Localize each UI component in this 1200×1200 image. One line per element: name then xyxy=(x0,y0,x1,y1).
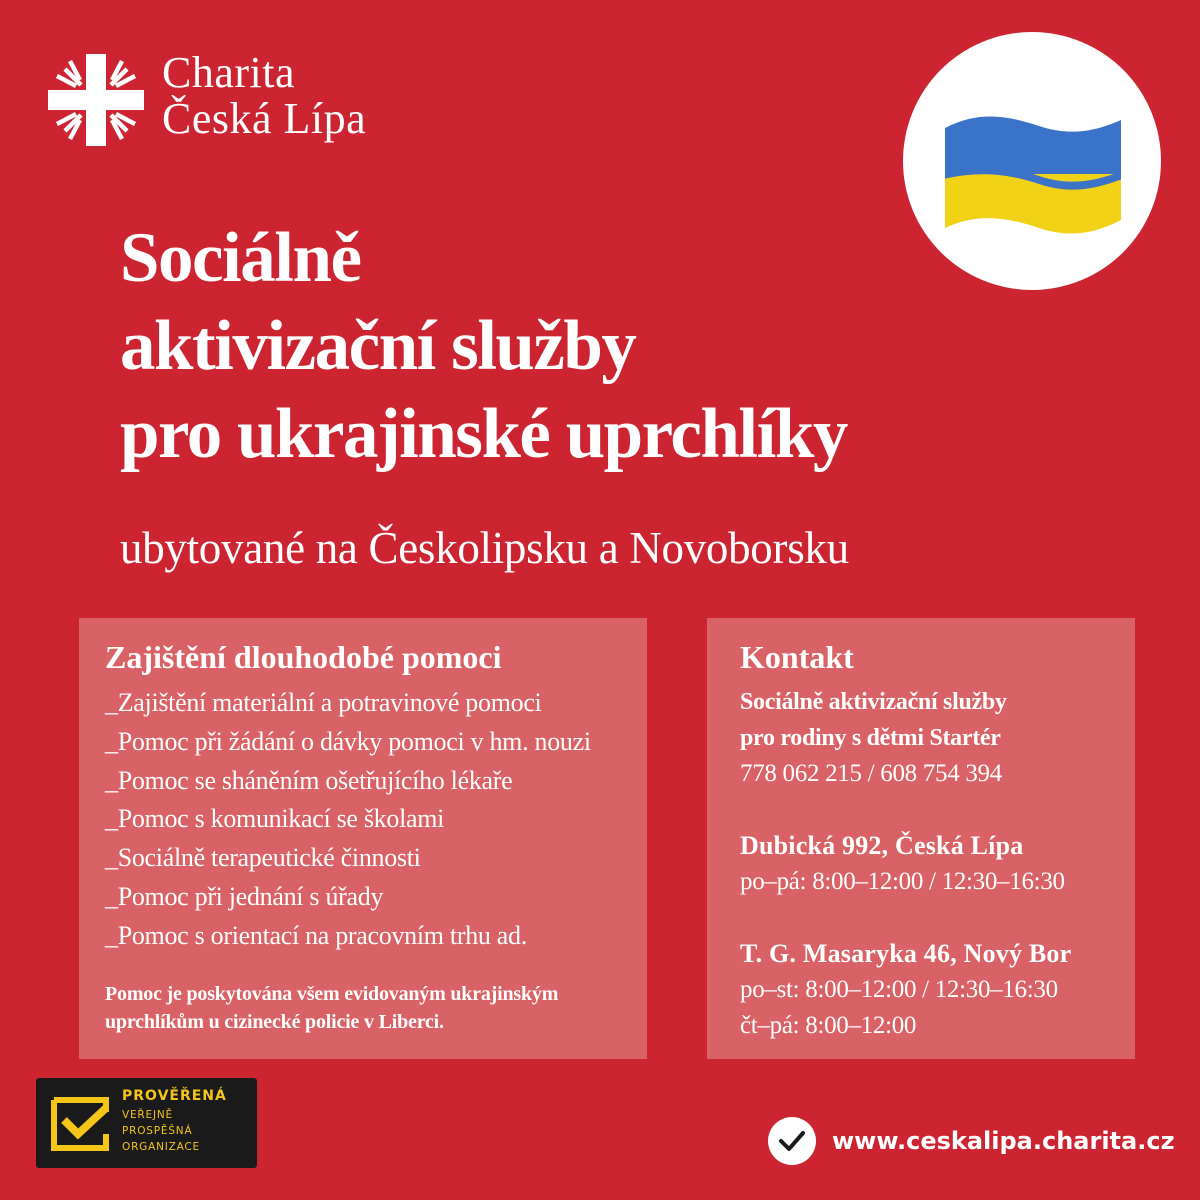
badge-line2: PROSPĚŠNÁ xyxy=(122,1125,193,1137)
badge-line1: VEŘEJNĚ xyxy=(122,1109,173,1121)
service-name-line2: pro rodiny s dětmi Startér xyxy=(740,725,1001,751)
title-line3: pro ukrajinské uprchlíky xyxy=(120,395,847,473)
charita-logo xyxy=(46,48,367,148)
office1-address: Dubická 992, Česká Lípa xyxy=(740,831,1024,860)
logo-text xyxy=(162,50,366,142)
help-item: _Pomoc se sháněním ošetřujícího lékaře xyxy=(105,765,513,795)
help-heading: Zajištění dlouhodobé pomoci xyxy=(105,639,502,675)
help-item: _Sociálně terapeutické činnosti xyxy=(105,843,421,873)
verified-organization-badge xyxy=(36,1078,257,1168)
website-link[interactable]: www.ceskalipa.charita.cz xyxy=(832,1127,1175,1155)
website[interactable] xyxy=(768,1117,1175,1165)
office2-hours-1: po–st: 8:00–12:00 / 12:30–16:30 xyxy=(740,976,1058,1003)
page-subtitle: ubytované na Českolipsku a Novoborsku xyxy=(120,523,849,573)
help-panel xyxy=(79,618,647,1059)
logo-line1: Charita xyxy=(162,48,296,97)
checkmark-circle-icon xyxy=(768,1117,816,1165)
help-item: _Pomoc při jednání s úřady xyxy=(105,881,384,911)
help-item: _Pomoc s orientací na pracovním trhu ad. xyxy=(105,920,527,950)
service-name-line1: Sociálně aktivizační služby xyxy=(740,689,1007,715)
title-line2: aktivizační služby xyxy=(120,307,636,385)
help-item: _Pomoc při žádání o dávky pomoci v hm. nouzi xyxy=(105,726,591,756)
contact-details xyxy=(740,684,1071,1044)
office2-hours-2: čt–pá: 8:00–12:00 xyxy=(740,1012,917,1039)
badge-line3: ORGANIZACE xyxy=(122,1141,200,1153)
help-item: _Pomoc s komunikací se školami xyxy=(105,804,445,834)
office1-hours: po–pá: 8:00–12:00 / 12:30–16:30 xyxy=(740,868,1065,895)
help-list xyxy=(105,684,591,956)
logo-line2: Česká Lípa xyxy=(162,94,367,143)
help-item: _Zajištění materiální a potravinové pomoci xyxy=(105,688,542,717)
flag-badge xyxy=(903,32,1161,290)
ukraine-flag-icon xyxy=(939,112,1125,242)
contact-heading: Kontakt xyxy=(740,639,854,675)
contact-phones: 778 062 215 / 608 754 394 xyxy=(740,760,1002,787)
office2-address: T. G. Masaryka 46, Nový Bor xyxy=(740,939,1072,968)
badge-title: PROVĚŘENÁ xyxy=(122,1088,227,1104)
help-note: Pomoc je poskytována všem evidovaným ukrajinským uprchlíkům u cizinecké policie v Liberci. xyxy=(105,983,559,1033)
checkmark-icon xyxy=(50,1096,110,1152)
caritas-cross-icon xyxy=(46,52,146,148)
contact-panel xyxy=(707,618,1135,1059)
page-title xyxy=(120,214,847,478)
title-line1: Sociálně xyxy=(120,219,361,297)
